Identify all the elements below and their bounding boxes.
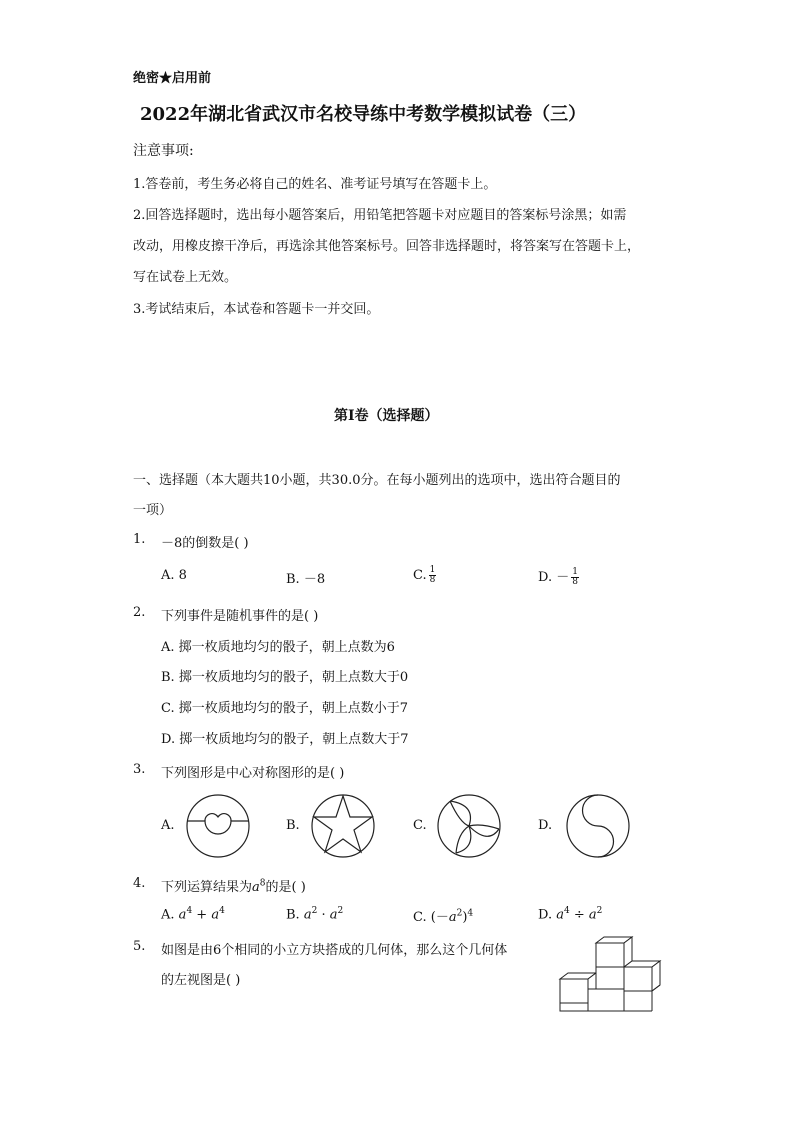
q3-number: 3. [133, 762, 146, 777]
section-title: 第I卷（选择题） [334, 408, 439, 424]
q4-option-b: B. $a^2 \cdot a^2$ [286, 906, 344, 923]
cube-face [624, 967, 652, 991]
q4-number: 4. [133, 876, 146, 891]
section-heading-line-2: 一项） [133, 503, 173, 518]
cube-face [588, 989, 624, 1011]
cube-face [596, 943, 624, 967]
q4-stem: 下列运算结果为$a^8$的是( ) [161, 878, 306, 895]
q3-figure-b [308, 793, 378, 859]
secret-label: 绝密★启用前 [133, 71, 212, 86]
note-item-3: 3.考试结束后，本试卷和答题卡一并交回。 [133, 302, 380, 317]
q3-option-a-label: A. [161, 818, 175, 833]
q4-option-c: C. $(-a^2)^4$ [413, 908, 474, 925]
petal-arc [450, 801, 470, 826]
q2-number: 2. [133, 605, 146, 620]
q4-option-d: D. $a^4 \div a^2$ [538, 906, 603, 923]
q3-option-b-label: B. [286, 818, 300, 833]
q5-number: 5. [133, 939, 146, 954]
q2-option-d: D. 掷一枚质地均匀的骰子，朝上点数大于7 [161, 732, 409, 747]
q1-option-b: B. －8 [286, 572, 326, 587]
section-heading-line-1: 一、选择题（本大题共10小题，共30.0分。在每小题列出的选项中，选出符合题目的 [133, 473, 621, 488]
q1-number: 1. [133, 532, 146, 547]
cube-face [560, 1003, 588, 1011]
q3-figure-d [565, 793, 631, 859]
note-item-2-line-3: 写在试卷上无效。 [133, 270, 238, 285]
note-item-2-line-1: 2.回答选择题时，选出每小题答案后，用铅笔把答题卡对应题目的答案标号涂黑；如需 [133, 208, 627, 223]
q5-cube-figure [556, 935, 662, 1013]
fraction: $\frac{1}{8}$ [429, 565, 436, 585]
q5-stem-line-2: 的左视图是( ) [161, 973, 241, 988]
q1-stem: －8的倒数是( ) [161, 536, 249, 551]
q2-option-b: B. 掷一枚质地均匀的骰子，朝上点数大于0 [161, 670, 409, 685]
q1-option-c: C. $\frac{1}{8}$ [413, 565, 436, 585]
petal-arc [456, 826, 469, 853]
note-item-2-line-2: 改动，用橡皮擦干净后，再选涂其他答案标号。回答非选择题时，将答案写在答题卡上， [133, 239, 641, 254]
petal-arc [469, 825, 499, 829]
star-icon [314, 796, 372, 852]
note-item-1: 1.答卷前，考生务必将自己的姓名、准考证号填写在答题卡上。 [133, 177, 497, 192]
outer-circle [187, 795, 249, 857]
exam-title: 2022年湖北省武汉市名校导练中考数学模拟试卷（三） [140, 104, 587, 125]
q3-option-d-label: D. [538, 818, 553, 833]
cube-face [560, 979, 588, 1003]
inner-double-arc [205, 814, 231, 821]
q3-figure-c [436, 793, 502, 859]
q2-stem: 下列事件是随机事件的是( ) [161, 609, 319, 624]
petal-arc [450, 801, 469, 826]
q3-figure-a [185, 793, 251, 859]
q1-option-a: A. 8 [161, 568, 187, 583]
q2-option-c: C. 掷一枚质地均匀的骰子，朝上点数小于7 [161, 701, 409, 716]
notes-heading: 注意事项: [133, 143, 194, 159]
q2-option-a: A. 掷一枚质地均匀的骰子，朝上点数为6 [161, 640, 395, 655]
cube-face [596, 967, 624, 989]
q4-option-a: A. $a^4 + a^4$ [161, 906, 225, 923]
petal-arc [456, 826, 471, 853]
q3-stem: 下列图形是中心对称图形的是( ) [161, 766, 345, 781]
inner-arc-line [187, 821, 249, 834]
yin-yang-curve [583, 795, 614, 857]
q5-stem-line-1: 如图是由6个相同的小立方块搭成的几何体，那么这个几何体 [161, 943, 508, 958]
q1-option-d: D. － $\frac{1}{8}$ [538, 567, 578, 587]
q3-option-c-label: C. [413, 818, 427, 833]
fraction: $\frac{1}{8}$ [572, 567, 578, 587]
cube-stack [560, 937, 660, 1011]
outer-circle [312, 795, 374, 857]
